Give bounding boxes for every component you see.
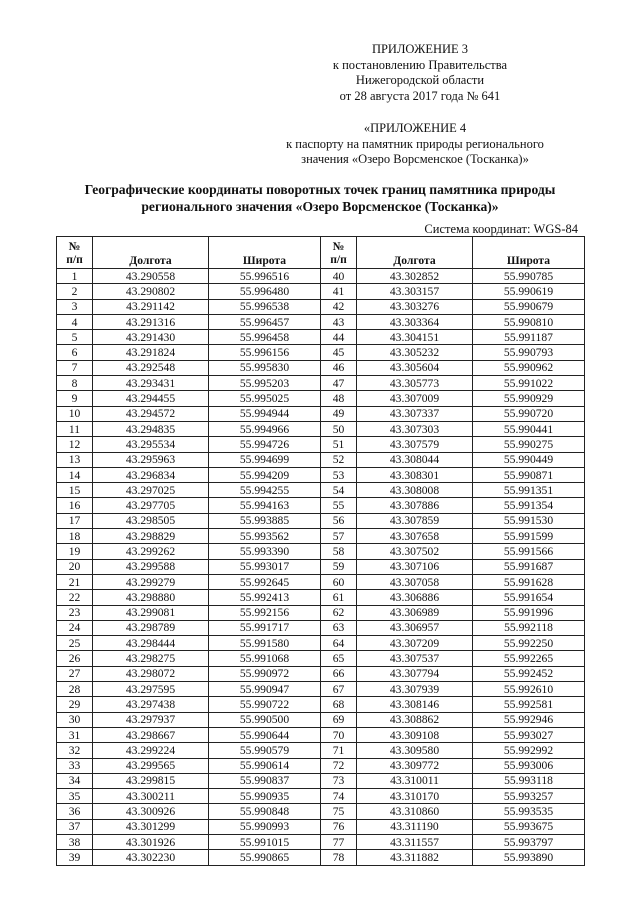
cell-lat: 55.990810 bbox=[473, 314, 585, 329]
cell-num: 20 bbox=[57, 559, 93, 574]
cell-lat: 55.990837 bbox=[209, 773, 321, 788]
cell-lat: 55.990614 bbox=[209, 758, 321, 773]
cell-lat: 55.990993 bbox=[209, 819, 321, 834]
cell-num: 31 bbox=[57, 727, 93, 742]
cell-num: 69 bbox=[321, 712, 357, 727]
cell-num: 22 bbox=[57, 590, 93, 605]
cell-lat: 55.993118 bbox=[473, 773, 585, 788]
cell-num: 70 bbox=[321, 727, 357, 742]
appendix-inner-object: значения «Озеро Ворсменское (Тосканка)» bbox=[301, 152, 529, 166]
table-row bbox=[57, 605, 585, 620]
cell-num: 43 bbox=[321, 314, 357, 329]
cell-lon: 43.304151 bbox=[357, 330, 473, 345]
table-row bbox=[57, 437, 585, 452]
cell-lon: 43.307859 bbox=[357, 513, 473, 528]
table-row bbox=[57, 559, 585, 574]
table-header-row bbox=[57, 237, 585, 269]
appendix-number: ПРИЛОЖЕНИЕ 3 bbox=[371, 42, 469, 56]
cell-lat: 55.992645 bbox=[209, 574, 321, 589]
cell-lon: 43.306886 bbox=[357, 590, 473, 605]
cell-num: 25 bbox=[57, 636, 93, 651]
appendix-region: Нижегородской области bbox=[355, 73, 485, 87]
cell-num: 18 bbox=[57, 529, 93, 544]
cell-lon: 43.299262 bbox=[93, 544, 209, 559]
cell-lat: 55.990935 bbox=[209, 789, 321, 804]
cell-num: 51 bbox=[321, 437, 357, 452]
appendix-inner-number: «ПРИЛОЖЕНИЕ 4 bbox=[363, 121, 467, 135]
cell-lon: 43.311882 bbox=[357, 850, 473, 865]
table-row bbox=[57, 620, 585, 635]
cell-lat: 55.993390 bbox=[209, 544, 321, 559]
cell-num: 54 bbox=[321, 483, 357, 498]
cell-lat: 55.990449 bbox=[473, 452, 585, 467]
header-lat-right: Широта bbox=[473, 237, 585, 269]
cell-lon: 43.291316 bbox=[93, 314, 209, 329]
cell-num: 6 bbox=[57, 345, 93, 360]
cell-lat: 55.991687 bbox=[473, 559, 585, 574]
cell-lat: 55.993006 bbox=[473, 758, 585, 773]
cell-lon: 43.298667 bbox=[93, 727, 209, 742]
cell-num: 67 bbox=[321, 682, 357, 697]
cell-num: 13 bbox=[57, 452, 93, 467]
cell-lon: 43.290558 bbox=[93, 269, 209, 284]
cell-lat: 55.991580 bbox=[209, 636, 321, 651]
cell-lon: 43.297937 bbox=[93, 712, 209, 727]
cell-lon: 43.298505 bbox=[93, 513, 209, 528]
cell-lat: 55.993797 bbox=[473, 834, 585, 849]
cell-lat: 55.992946 bbox=[473, 712, 585, 727]
cell-num: 40 bbox=[321, 269, 357, 284]
header-lon-left: Долгота bbox=[93, 237, 209, 269]
cell-lat: 55.992452 bbox=[473, 666, 585, 681]
cell-lon: 43.311557 bbox=[357, 834, 473, 849]
cell-lon: 43.306989 bbox=[357, 605, 473, 620]
cell-num: 55 bbox=[321, 498, 357, 513]
cell-lon: 43.301926 bbox=[93, 834, 209, 849]
cell-lon: 43.307337 bbox=[357, 406, 473, 421]
table-row bbox=[57, 743, 585, 758]
cell-lat: 55.992581 bbox=[473, 697, 585, 712]
cell-lon: 43.308008 bbox=[357, 483, 473, 498]
cell-num: 49 bbox=[321, 406, 357, 421]
table-row bbox=[57, 712, 585, 727]
table-row bbox=[57, 284, 585, 299]
cell-num: 46 bbox=[321, 360, 357, 375]
cell-lon: 43.303157 bbox=[357, 284, 473, 299]
cell-lat: 55.996538 bbox=[209, 299, 321, 314]
cell-lon: 43.307939 bbox=[357, 682, 473, 697]
cell-num: 38 bbox=[57, 834, 93, 849]
cell-num: 45 bbox=[321, 345, 357, 360]
cell-num: 26 bbox=[57, 651, 93, 666]
cell-num: 1 bbox=[57, 269, 93, 284]
cell-lon: 43.300211 bbox=[93, 789, 209, 804]
table-row bbox=[57, 682, 585, 697]
cell-lon: 43.307502 bbox=[357, 544, 473, 559]
document-title bbox=[50, 181, 590, 215]
cell-lat: 55.996458 bbox=[209, 330, 321, 345]
cell-lon: 43.300926 bbox=[93, 804, 209, 819]
cell-num: 3 bbox=[57, 299, 93, 314]
cell-lat: 55.994726 bbox=[209, 437, 321, 452]
cell-lat: 55.990619 bbox=[473, 284, 585, 299]
cell-num: 11 bbox=[57, 421, 93, 436]
cell-num: 77 bbox=[321, 834, 357, 849]
cell-lon: 43.291142 bbox=[93, 299, 209, 314]
cell-lat: 55.992250 bbox=[473, 636, 585, 651]
cell-num: 75 bbox=[321, 804, 357, 819]
cell-lon: 43.311190 bbox=[357, 819, 473, 834]
cell-lon: 43.305773 bbox=[357, 376, 473, 391]
cell-lat: 55.994255 bbox=[209, 483, 321, 498]
cell-lon: 43.307058 bbox=[357, 574, 473, 589]
cell-lon: 43.290802 bbox=[93, 284, 209, 299]
cell-lon: 43.291824 bbox=[93, 345, 209, 360]
cell-lat: 55.992610 bbox=[473, 682, 585, 697]
cell-lat: 55.991566 bbox=[473, 544, 585, 559]
cell-num: 27 bbox=[57, 666, 93, 681]
cell-lat: 55.993027 bbox=[473, 727, 585, 742]
table-row bbox=[57, 727, 585, 742]
cell-lon: 43.307658 bbox=[357, 529, 473, 544]
cell-num: 63 bbox=[321, 620, 357, 635]
cell-lat: 55.992118 bbox=[473, 620, 585, 635]
cell-lon: 43.309772 bbox=[357, 758, 473, 773]
cell-lon: 43.307303 bbox=[357, 421, 473, 436]
cell-num: 68 bbox=[321, 697, 357, 712]
header-num-left: № п/п bbox=[57, 237, 93, 269]
table-row bbox=[57, 834, 585, 849]
coordinate-system-label: Система координат: WGS-84 bbox=[424, 222, 578, 236]
cell-num: 64 bbox=[321, 636, 357, 651]
appendix-header bbox=[300, 42, 540, 104]
cell-lon: 43.306957 bbox=[357, 620, 473, 635]
cell-lat: 55.991717 bbox=[209, 620, 321, 635]
cell-num: 29 bbox=[57, 697, 93, 712]
cell-lon: 43.302230 bbox=[93, 850, 209, 865]
cell-lon: 43.308146 bbox=[357, 697, 473, 712]
cell-num: 71 bbox=[321, 743, 357, 758]
cell-num: 42 bbox=[321, 299, 357, 314]
cell-num: 8 bbox=[57, 376, 93, 391]
cell-num: 76 bbox=[321, 819, 357, 834]
cell-lat: 55.996156 bbox=[209, 345, 321, 360]
cell-lat: 55.991654 bbox=[473, 590, 585, 605]
table-row bbox=[57, 850, 585, 865]
table-row bbox=[57, 697, 585, 712]
cell-num: 58 bbox=[321, 544, 357, 559]
cell-lat: 55.991996 bbox=[473, 605, 585, 620]
table-row bbox=[57, 590, 585, 605]
cell-num: 72 bbox=[321, 758, 357, 773]
table-row bbox=[57, 758, 585, 773]
cell-num: 24 bbox=[57, 620, 93, 635]
cell-lat: 55.991351 bbox=[473, 483, 585, 498]
cell-lat: 55.990275 bbox=[473, 437, 585, 452]
cell-lon: 43.294572 bbox=[93, 406, 209, 421]
appendix-inner-header bbox=[265, 121, 565, 168]
cell-num: 16 bbox=[57, 498, 93, 513]
cell-lat: 55.994966 bbox=[209, 421, 321, 436]
cell-num: 52 bbox=[321, 452, 357, 467]
cell-lon: 43.307886 bbox=[357, 498, 473, 513]
cell-lat: 55.992156 bbox=[209, 605, 321, 620]
table-row bbox=[57, 467, 585, 482]
table-row bbox=[57, 804, 585, 819]
cell-lon: 43.297595 bbox=[93, 682, 209, 697]
document-title-line-2: регионального значения «Озеро Ворсменское (Тосканка)» bbox=[141, 199, 499, 214]
cell-lat: 55.991599 bbox=[473, 529, 585, 544]
table-row bbox=[57, 544, 585, 559]
cell-num: 41 bbox=[321, 284, 357, 299]
table-row bbox=[57, 269, 585, 284]
header-lat-left: Широта bbox=[209, 237, 321, 269]
cell-lat: 55.993562 bbox=[209, 529, 321, 544]
cell-num: 17 bbox=[57, 513, 93, 528]
cell-lat: 55.994699 bbox=[209, 452, 321, 467]
cell-lat: 55.991068 bbox=[209, 651, 321, 666]
cell-lon: 43.307106 bbox=[357, 559, 473, 574]
cell-num: 33 bbox=[57, 758, 93, 773]
cell-lat: 55.990865 bbox=[209, 850, 321, 865]
cell-lat: 55.990679 bbox=[473, 299, 585, 314]
cell-lon: 43.309108 bbox=[357, 727, 473, 742]
cell-lat: 55.990972 bbox=[209, 666, 321, 681]
cell-lon: 43.299279 bbox=[93, 574, 209, 589]
table-row bbox=[57, 789, 585, 804]
cell-lat: 55.991022 bbox=[473, 376, 585, 391]
cell-lon: 43.307537 bbox=[357, 651, 473, 666]
cell-lat: 55.993257 bbox=[473, 789, 585, 804]
table-row bbox=[57, 513, 585, 528]
table-row bbox=[57, 651, 585, 666]
table-row bbox=[57, 330, 585, 345]
table-row bbox=[57, 406, 585, 421]
header-lon-right: Долгота bbox=[357, 237, 473, 269]
cell-lat: 55.996457 bbox=[209, 314, 321, 329]
cell-lon: 43.295963 bbox=[93, 452, 209, 467]
cell-lat: 55.990441 bbox=[473, 421, 585, 436]
cell-lon: 43.303276 bbox=[357, 299, 473, 314]
cell-num: 50 bbox=[321, 421, 357, 436]
cell-num: 62 bbox=[321, 605, 357, 620]
cell-lon: 43.301299 bbox=[93, 819, 209, 834]
cell-num: 28 bbox=[57, 682, 93, 697]
cell-lat: 55.990848 bbox=[209, 804, 321, 819]
cell-num: 9 bbox=[57, 391, 93, 406]
cell-num: 30 bbox=[57, 712, 93, 727]
cell-lon: 43.294455 bbox=[93, 391, 209, 406]
cell-lon: 43.298072 bbox=[93, 666, 209, 681]
table-row bbox=[57, 376, 585, 391]
table-row bbox=[57, 452, 585, 467]
table-row bbox=[57, 360, 585, 375]
cell-lat: 55.990871 bbox=[473, 467, 585, 482]
cell-lon: 43.299815 bbox=[93, 773, 209, 788]
cell-lon: 43.309580 bbox=[357, 743, 473, 758]
cell-lon: 43.298444 bbox=[93, 636, 209, 651]
cell-num: 23 bbox=[57, 605, 93, 620]
cell-lat: 55.993535 bbox=[473, 804, 585, 819]
cell-num: 19 bbox=[57, 544, 93, 559]
cell-lon: 43.308301 bbox=[357, 467, 473, 482]
cell-num: 39 bbox=[57, 850, 93, 865]
table-row bbox=[57, 345, 585, 360]
cell-lon: 43.310011 bbox=[357, 773, 473, 788]
cell-num: 32 bbox=[57, 743, 93, 758]
cell-lon: 43.292548 bbox=[93, 360, 209, 375]
cell-num: 78 bbox=[321, 850, 357, 865]
table-row bbox=[57, 529, 585, 544]
cell-lat: 55.990793 bbox=[473, 345, 585, 360]
cell-lon: 43.308862 bbox=[357, 712, 473, 727]
cell-num: 56 bbox=[321, 513, 357, 528]
cell-lat: 55.993890 bbox=[473, 850, 585, 865]
cell-lon: 43.298275 bbox=[93, 651, 209, 666]
cell-lat: 55.993017 bbox=[209, 559, 321, 574]
cell-lon: 43.307209 bbox=[357, 636, 473, 651]
cell-lat: 55.991530 bbox=[473, 513, 585, 528]
cell-num: 15 bbox=[57, 483, 93, 498]
cell-num: 10 bbox=[57, 406, 93, 421]
cell-num: 61 bbox=[321, 590, 357, 605]
cell-lon: 43.293431 bbox=[93, 376, 209, 391]
table-row bbox=[57, 819, 585, 834]
cell-lat: 55.996480 bbox=[209, 284, 321, 299]
cell-lon: 43.295534 bbox=[93, 437, 209, 452]
coordinates-table bbox=[56, 236, 585, 866]
cell-num: 47 bbox=[321, 376, 357, 391]
cell-num: 7 bbox=[57, 360, 93, 375]
cell-lat: 55.991354 bbox=[473, 498, 585, 513]
cell-lon: 43.299565 bbox=[93, 758, 209, 773]
cell-num: 35 bbox=[57, 789, 93, 804]
cell-num: 14 bbox=[57, 467, 93, 482]
cell-lon: 43.298789 bbox=[93, 620, 209, 635]
cell-lat: 55.990947 bbox=[209, 682, 321, 697]
cell-num: 44 bbox=[321, 330, 357, 345]
cell-lon: 43.299224 bbox=[93, 743, 209, 758]
table-row bbox=[57, 773, 585, 788]
cell-lon: 43.294835 bbox=[93, 421, 209, 436]
cell-num: 36 bbox=[57, 804, 93, 819]
cell-lat: 55.995830 bbox=[209, 360, 321, 375]
cell-lat: 55.992413 bbox=[209, 590, 321, 605]
cell-lat: 55.990500 bbox=[209, 712, 321, 727]
cell-num: 73 bbox=[321, 773, 357, 788]
cell-lat: 55.994163 bbox=[209, 498, 321, 513]
table-row bbox=[57, 483, 585, 498]
cell-lon: 43.297025 bbox=[93, 483, 209, 498]
cell-lon: 43.297438 bbox=[93, 697, 209, 712]
cell-lon: 43.296834 bbox=[93, 467, 209, 482]
cell-num: 74 bbox=[321, 789, 357, 804]
cell-lat: 55.990785 bbox=[473, 269, 585, 284]
cell-lon: 43.307794 bbox=[357, 666, 473, 681]
table-row bbox=[57, 666, 585, 681]
cell-lat: 55.995203 bbox=[209, 376, 321, 391]
table-body bbox=[57, 269, 585, 866]
cell-lat: 55.990579 bbox=[209, 743, 321, 758]
cell-lon: 43.310170 bbox=[357, 789, 473, 804]
cell-num: 37 bbox=[57, 819, 93, 834]
cell-num: 65 bbox=[321, 651, 357, 666]
document-title-line-1: Географические координаты поворотных точек границ памятника природы bbox=[84, 182, 556, 197]
cell-lon: 43.307579 bbox=[357, 437, 473, 452]
cell-num: 12 bbox=[57, 437, 93, 452]
cell-num: 2 bbox=[57, 284, 93, 299]
cell-lon: 43.298829 bbox=[93, 529, 209, 544]
cell-num: 59 bbox=[321, 559, 357, 574]
cell-lat: 55.991015 bbox=[209, 834, 321, 849]
cell-lon: 43.298880 bbox=[93, 590, 209, 605]
cell-lon: 43.307009 bbox=[357, 391, 473, 406]
cell-lat: 55.991187 bbox=[473, 330, 585, 345]
cell-num: 5 bbox=[57, 330, 93, 345]
cell-lat: 55.993885 bbox=[209, 513, 321, 528]
cell-num: 21 bbox=[57, 574, 93, 589]
cell-num: 57 bbox=[321, 529, 357, 544]
cell-lat: 55.990720 bbox=[473, 406, 585, 421]
cell-lon: 43.308044 bbox=[357, 452, 473, 467]
appendix-inner-reference: к паспорту на памятник природы регионального bbox=[286, 136, 544, 151]
cell-num: 48 bbox=[321, 391, 357, 406]
header-num-right: № п/п bbox=[321, 237, 357, 269]
cell-lat: 55.990722 bbox=[209, 697, 321, 712]
table-row bbox=[57, 391, 585, 406]
cell-num: 53 bbox=[321, 467, 357, 482]
cell-lat: 55.994209 bbox=[209, 467, 321, 482]
table-row bbox=[57, 574, 585, 589]
cell-lat: 55.990962 bbox=[473, 360, 585, 375]
table-row bbox=[57, 498, 585, 513]
cell-num: 66 bbox=[321, 666, 357, 681]
cell-lat: 55.993675 bbox=[473, 819, 585, 834]
cell-lat: 55.992992 bbox=[473, 743, 585, 758]
cell-lon: 43.302852 bbox=[357, 269, 473, 284]
cell-lat: 55.996516 bbox=[209, 269, 321, 284]
table-row bbox=[57, 299, 585, 314]
cell-lat: 55.994944 bbox=[209, 406, 321, 421]
table-row bbox=[57, 636, 585, 651]
cell-lon: 43.305604 bbox=[357, 360, 473, 375]
appendix-date: от 28 августа 2017 года № 641 bbox=[339, 88, 501, 103]
cell-num: 34 bbox=[57, 773, 93, 788]
table-row bbox=[57, 314, 585, 329]
cell-lon: 43.303364 bbox=[357, 314, 473, 329]
cell-lon: 43.299081 bbox=[93, 605, 209, 620]
appendix-reference: к постановлению Правительства bbox=[332, 57, 508, 72]
cell-lat: 55.992265 bbox=[473, 651, 585, 666]
cell-lat: 55.995025 bbox=[209, 391, 321, 406]
cell-lat: 55.990644 bbox=[209, 727, 321, 742]
cell-lon: 43.291430 bbox=[93, 330, 209, 345]
cell-lat: 55.991628 bbox=[473, 574, 585, 589]
cell-num: 4 bbox=[57, 314, 93, 329]
table-row bbox=[57, 421, 585, 436]
cell-num: 60 bbox=[321, 574, 357, 589]
cell-lon: 43.310860 bbox=[357, 804, 473, 819]
cell-lat: 55.990929 bbox=[473, 391, 585, 406]
cell-lon: 43.299588 bbox=[93, 559, 209, 574]
cell-lon: 43.297705 bbox=[93, 498, 209, 513]
cell-lon: 43.305232 bbox=[357, 345, 473, 360]
